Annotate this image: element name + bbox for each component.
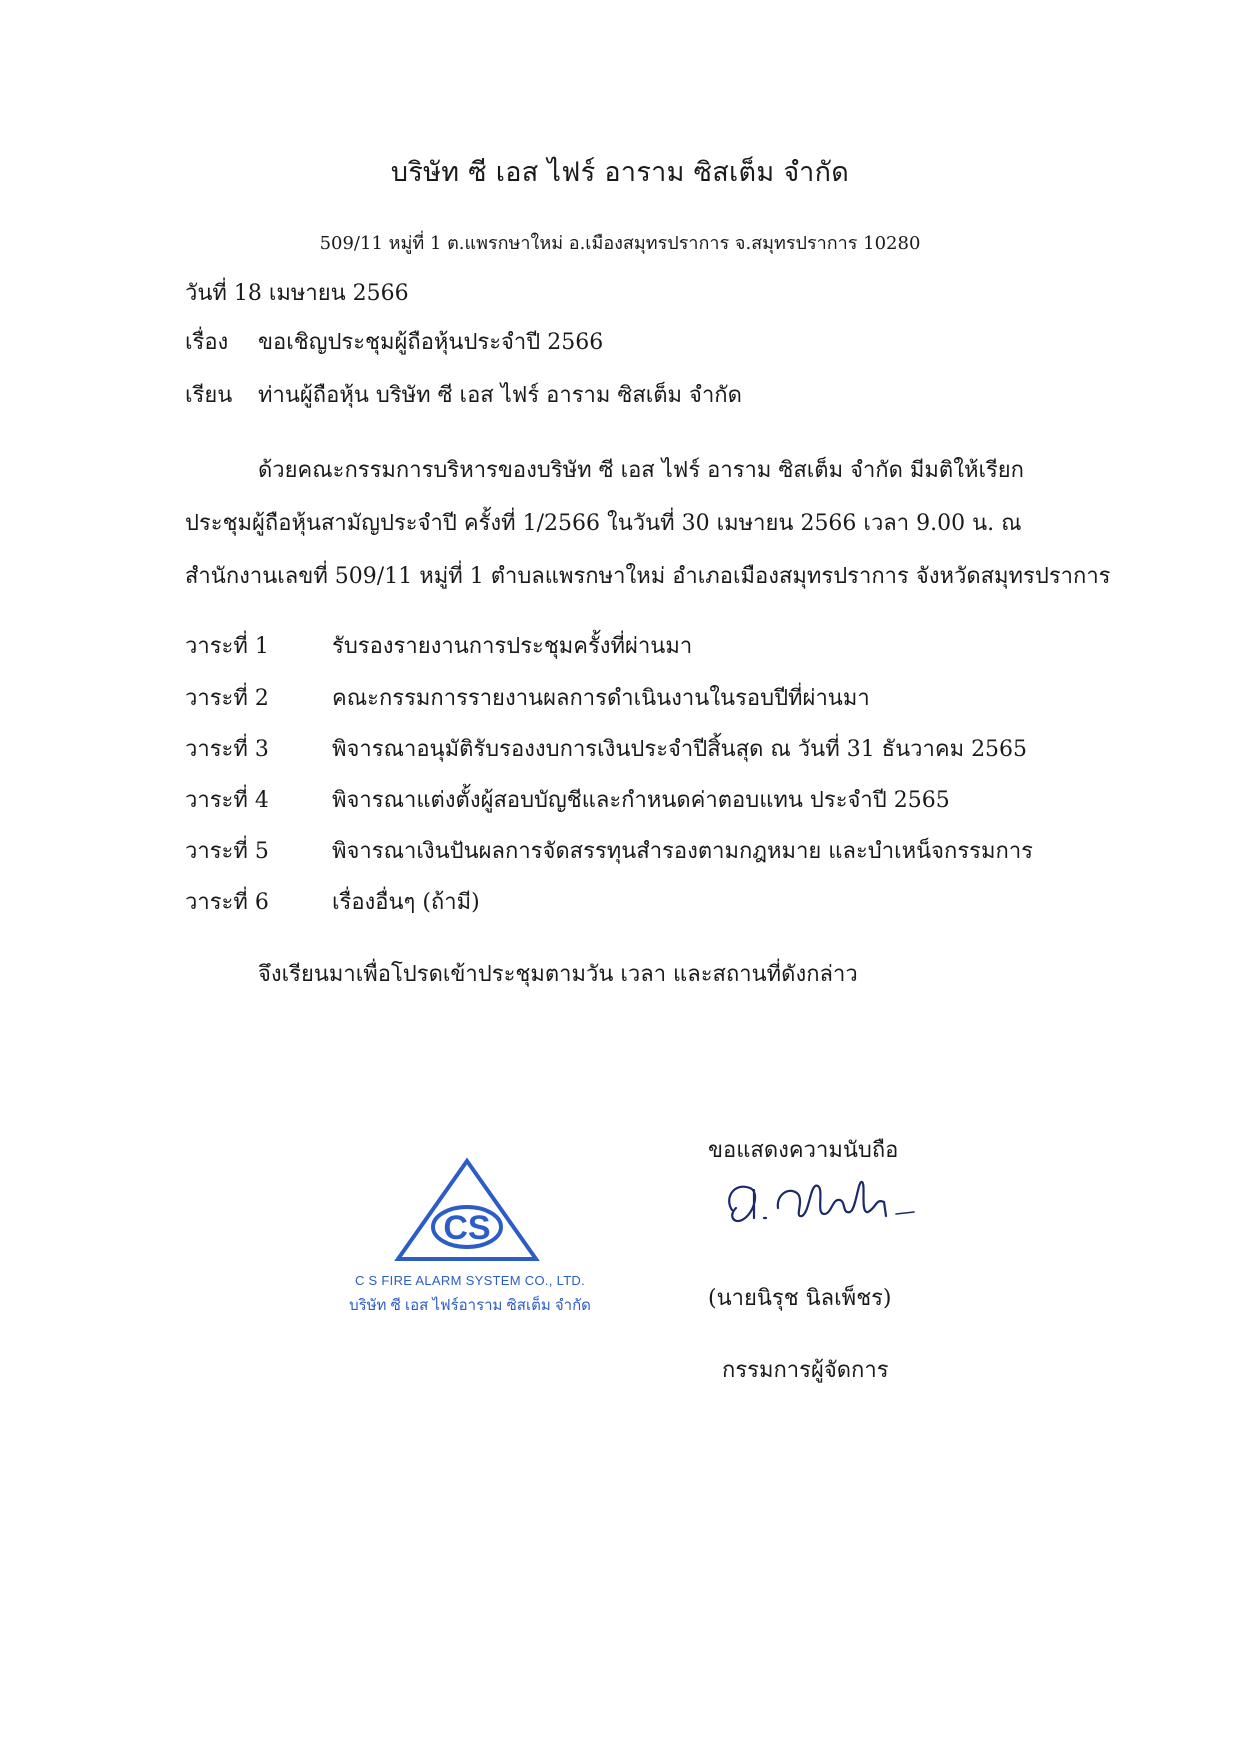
agenda-item-3: พิจารณาอนุมัติรับรองงบการเงินประจำปีสิ้นสุด ณ วันที่ 31 ธันวาคม 2565: [332, 737, 1028, 762]
agenda-label-5: วาระที่ 5: [185, 839, 269, 864]
company-name-heading: บริษัท ซี เอส ไฟร์ อาราม ซิสเต็ม จำกัด: [390, 157, 850, 188]
closing-line: จึงเรียนมาเพื่อโปรดเข้าประชุมตามวัน เวลา และสถานที่ดังกล่าว: [258, 962, 858, 987]
agenda-label-1: วาระที่ 1: [185, 634, 269, 659]
subject-label: เรื่อง: [185, 330, 229, 355]
agenda-item-5: พิจารณาเงินปันผลการจัดสรรทุนสำรองตามกฎหมาย และบำเหน็จกรรมการ: [332, 839, 1033, 864]
stamp-company-th: บริษัท ซี เอส ไฟร์อาราม ซิสเต็ม จำกัด: [349, 1297, 591, 1314]
agenda-label-3: วาระที่ 3: [185, 737, 269, 762]
signer-title: กรรมการผู้จัดการ: [722, 1358, 889, 1383]
stamp-logo-text: CS: [443, 1209, 491, 1247]
handwritten-signature: [720, 1168, 920, 1238]
letter-date: วันที่ 18 เมษายน 2566: [185, 281, 409, 306]
agenda-label-2: วาระที่ 2: [185, 686, 269, 711]
agenda-item-2: คณะกรรมการรายงานผลการดำเนินงานในรอบปีที่ผ่านมา: [332, 686, 870, 711]
recipient-text: ท่านผู้ถือหุ้น บริษัท ซี เอส ไฟร์ อาราม ซิสเต็ม จำกัด: [258, 383, 742, 408]
body-line-1: ด้วยคณะกรรมการบริหารของบริษัท ซี เอส ไฟร์ อาราม ซิสเต็ม จำกัด มีมติให้เรียก: [258, 458, 1024, 483]
signer-name: (นายนิรุช นิลเพ็ชร): [708, 1286, 892, 1311]
subject-text: ขอเชิญประชุมผู้ถือหุ้นประจำปี 2566: [258, 330, 604, 355]
regards-text: ขอแสดงความนับถือ: [708, 1138, 899, 1163]
agenda-item-6: เรื่องอื่นๆ (ถ้ามี): [332, 890, 480, 915]
agenda-item-4: พิจารณาแต่งตั้งผู้สอบบัญชีและกำหนดค่าตอบแทน ประจำปี 2565: [332, 788, 950, 813]
cs-triangle-logo-icon: [392, 1155, 542, 1265]
stamp-company-en: C S FIRE ALARM SYSTEM CO., LTD.: [354, 1273, 586, 1288]
agenda-label-6: วาระที่ 6: [185, 890, 269, 915]
agenda-item-1: รับรองรายงานการประชุมครั้งที่ผ่านมา: [332, 634, 693, 659]
body-line-2: ประชุมผู้ถือหุ้นสามัญประจำปี ครั้งที่ 1/2566 ในวันที่ 30 เมษายน 2566 เวลา 9.00 น. ณ: [185, 511, 1022, 536]
company-stamp: [340, 1155, 600, 1315]
agenda-label-4: วาระที่ 4: [185, 788, 269, 813]
company-address: 509/11 หมู่ที่ 1 ต.แพรกษาใหม่ อ.เมืองสมุทรปราการ จ.สมุทรปราการ 10280: [319, 233, 921, 254]
recipient-label: เรียน: [185, 383, 233, 408]
body-line-3: สำนักงานเลขที่ 509/11 หมู่ที่ 1 ตำบลแพรกษาใหม่ อำเภอเมืองสมุทรปราการ จังหวัดสมุทรปราการ: [185, 564, 1111, 589]
